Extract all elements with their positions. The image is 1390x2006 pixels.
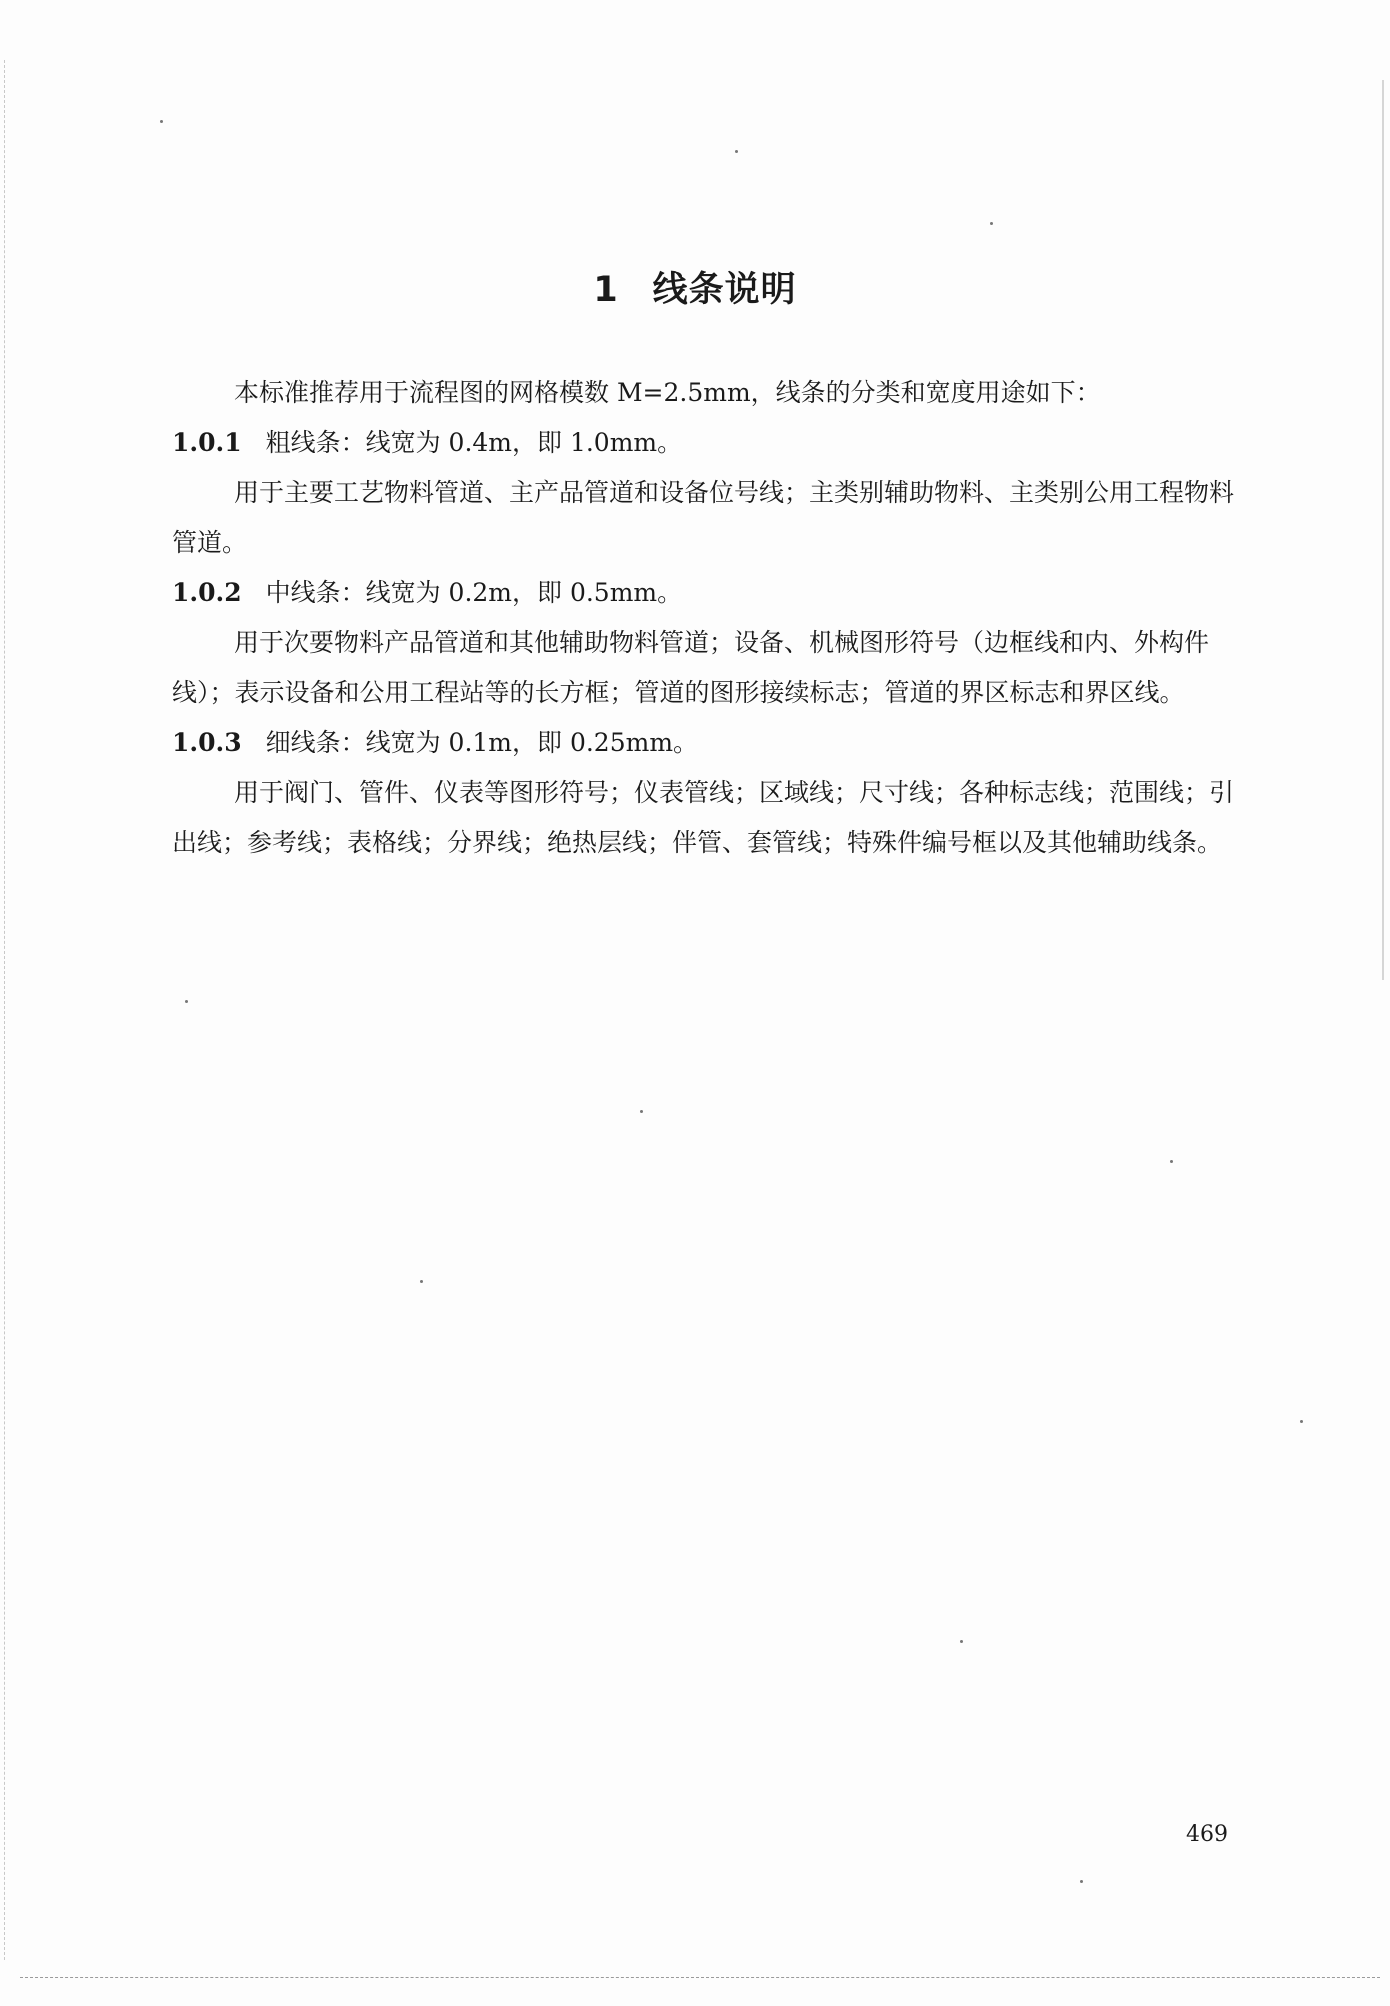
scan-speck [1300,1420,1303,1423]
section-title: 线条说明 [652,270,797,310]
scan-edge-right [1380,80,1384,980]
scan-edge-left [4,60,11,1960]
clause-heading-text: 粗线条：线宽为 0.4m，即 1.0mm。 [265,428,683,457]
scan-speck [960,1640,963,1643]
clause-body-2: 用于次要物料产品管道和其他辅助物料管道；设备、机械图形符号（边框线和内、外构件线）；表示设备和公用工程站等的长方框；管道的图形接续标志；管道的界区标志和界区线。 [172,628,1210,707]
scan-speck [1170,1160,1173,1163]
page-number: 469 [1186,1822,1228,1847]
scan-speck [420,1280,423,1283]
section-number: 1 [593,270,619,310]
scan-speck [185,1000,188,1003]
scan-speck [990,222,993,225]
section-heading [0,262,1390,312]
clause-heading-text: 细线条：线宽为 0.1m，即 0.25mm。 [265,728,699,757]
clause-heading-3 [172,718,1252,768]
intro-paragraph: 本标准推荐用于流程图的网格模数 M=2.5mm，线条的分类和宽度用途如下： [234,378,1101,407]
scan-edge-bottom [20,1975,1380,1978]
clause-heading-text: 中线条：线宽为 0.2m，即 0.5mm。 [265,578,683,607]
clause-number: 1.0.3 [172,728,242,757]
clause-number: 1.0.1 [172,428,242,457]
clause-body-1: 用于主要工艺物料管道、主产品管道和设备位号线；主类别辅助物料、主类别公用工程物料管道。 [172,478,1235,557]
scan-speck [735,150,738,153]
section-body [172,368,1252,868]
clause-heading-2 [172,568,1252,618]
clause-number: 1.0.2 [172,578,242,607]
scan-speck [160,120,163,123]
scan-speck [1080,1880,1083,1883]
clause-heading-1 [172,418,1252,468]
scan-speck [640,1110,643,1113]
clause-body-3: 用于阀门、管件、仪表等图形符号；仪表管线；区域线；尺寸线；各种标志线；范围线；引出线；参考线；表格线；分界线；绝热层线；伴管、套管线；特殊件编号框以及其他辅助线条。 [172,778,1235,857]
